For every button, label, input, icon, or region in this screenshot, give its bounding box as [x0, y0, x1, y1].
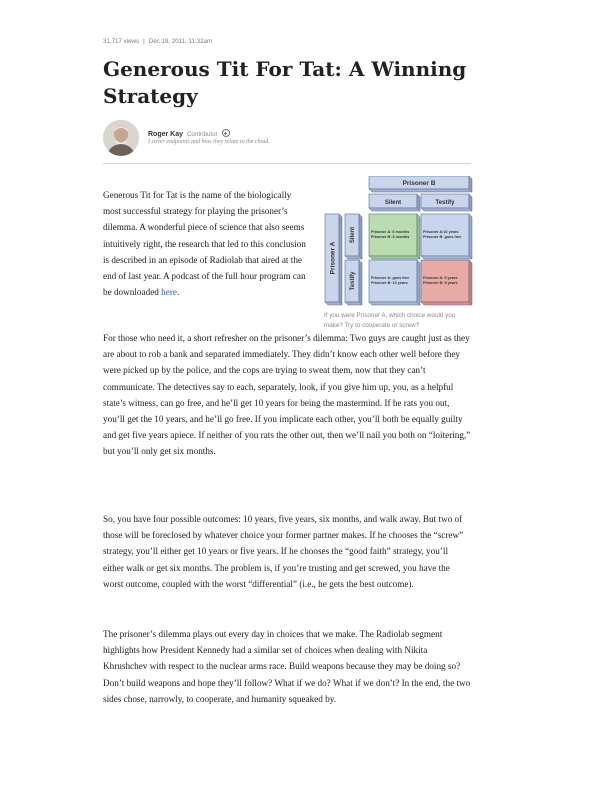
lead-paragraph — [103, 187, 308, 300]
avatar-portrait-icon — [103, 120, 139, 156]
cell-silent-testify — [421, 214, 472, 259]
header-divider — [103, 163, 471, 164]
col-header-testify — [421, 194, 472, 211]
paragraph-kennedy: The prisoner’s dilemma plays out every day in choices that we make. The Radiolab segment highlights how President Kennedy had a similar set of choices when dealing with Nikita Khrushchev with respect to the nuclear arms race. Build weapons because they may be doing so? Don’t build weapons and hope they’ll follow? What if we do? What if we don’t? In the end, the two sides chose, narrowly, to cooperate, and humanity squeaked by. — [103, 629, 471, 704]
cell-testify-silent — [369, 260, 420, 305]
follow-plus-icon[interactable] — [222, 129, 230, 137]
lead-text: Generous Tit for Tat is the name of the biologically most successful strategy for playing the prisoner’s dilemma. A wonderful piece of science that also seems intuitively right, the research that led to this conclusion is described in an episode of Radiolab that aired at the end of last year. A podcast of the full hour program can be downloaded — [103, 190, 306, 298]
view-count: 31,717 views — [103, 38, 140, 45]
prisoner-b-header — [369, 176, 472, 192]
podcast-download-link[interactable]: here — [161, 287, 177, 298]
col-header-silent — [369, 194, 420, 211]
publish-date: Dec 19, 2011, 11:32am — [148, 38, 213, 45]
row-silent-label: Silent — [350, 226, 356, 244]
cell-ss-b: Prisoner B: 6 months — [371, 235, 410, 239]
author-role: Contributor — [186, 130, 218, 138]
row-testify-label: Testify — [350, 271, 356, 291]
col-testify-label: Testify — [435, 200, 455, 206]
col-silent-label: Silent — [384, 200, 402, 206]
paragraph-refresher: For those who need it, a short refresher on the prisoner’s dilemma: Two guys are caught just as they are about to rob a bank and separated immediately. They didn’t know each other well before they were picked up by the police, and the cops are trying to sweat them, now that they can’t communicate. The detectives say to each, separately, look, if you give him up, you, as a helpful state’s witness, can go free, and he’ll get 10 years for being the mastermind. If he rats you out, you’ll get the 10 years, and he’ll go free. If you implicate each other, you’ll both be equally guilty and get five years apiece. If neither of you rats the other out, then we’ll nail you both on “loitering,” but you’ll only get six months. — [103, 333, 471, 457]
cell-tt-b: Prisoner B: 5 years — [423, 281, 458, 285]
cell-silent-silent — [369, 214, 420, 259]
prisoner-b-label: Prisoner B — [402, 180, 436, 187]
row-header-silent — [345, 214, 362, 259]
cell-testify-testify — [421, 260, 472, 305]
cell-ts-a: Prisoner A: goes free — [371, 276, 410, 280]
figure-caption: If you were Prisoner A, which choice would you make? Try to cooperate or screw? — [324, 312, 456, 329]
author-name-link[interactable]: Roger Kay — [148, 130, 184, 138]
author-block — [103, 118, 471, 160]
prisoner-a-label: Prisoner A — [329, 241, 337, 275]
paragraph-outcomes: So, you have four possible outcomes: 10 years, five years, six months, and walk away. But two of those will be foreclosed by whatever choice your former partner makes. If he chooses the “screw” strategy, you’ll either get 10 years or five years. If he chooses the “good faith” strategy, you’ll either walk or get six months. The problem is, if you’re trusting and get screwed, you have the worst outcome, coupled with the worst “differential” (i.e., he gets the best outcome). — [103, 514, 464, 589]
cell-st-a: Prisoner A:10 years — [423, 230, 459, 234]
author-avatar[interactable] — [103, 120, 139, 156]
author-line — [148, 130, 230, 138]
article-title: Generous Tit For Tat: A Winning Strategy — [103, 57, 467, 108]
prisoner-a-header — [325, 214, 342, 305]
lead-end: . — [176, 287, 180, 298]
cell-ss-a: Prisoner A: 6 months — [371, 230, 410, 234]
article-meta — [103, 38, 212, 45]
row-header-testify — [345, 260, 362, 305]
cell-st-b: Prisoner B: goes free — [423, 235, 462, 239]
meta-separator: | — [143, 38, 145, 45]
author-bio: I cover endpoints and how they relate to the cloud. — [148, 139, 270, 145]
cell-ts-b: Prisoner B: 10 years — [371, 281, 408, 285]
cell-tt-a: Prisoner A: 5 years — [423, 276, 458, 280]
